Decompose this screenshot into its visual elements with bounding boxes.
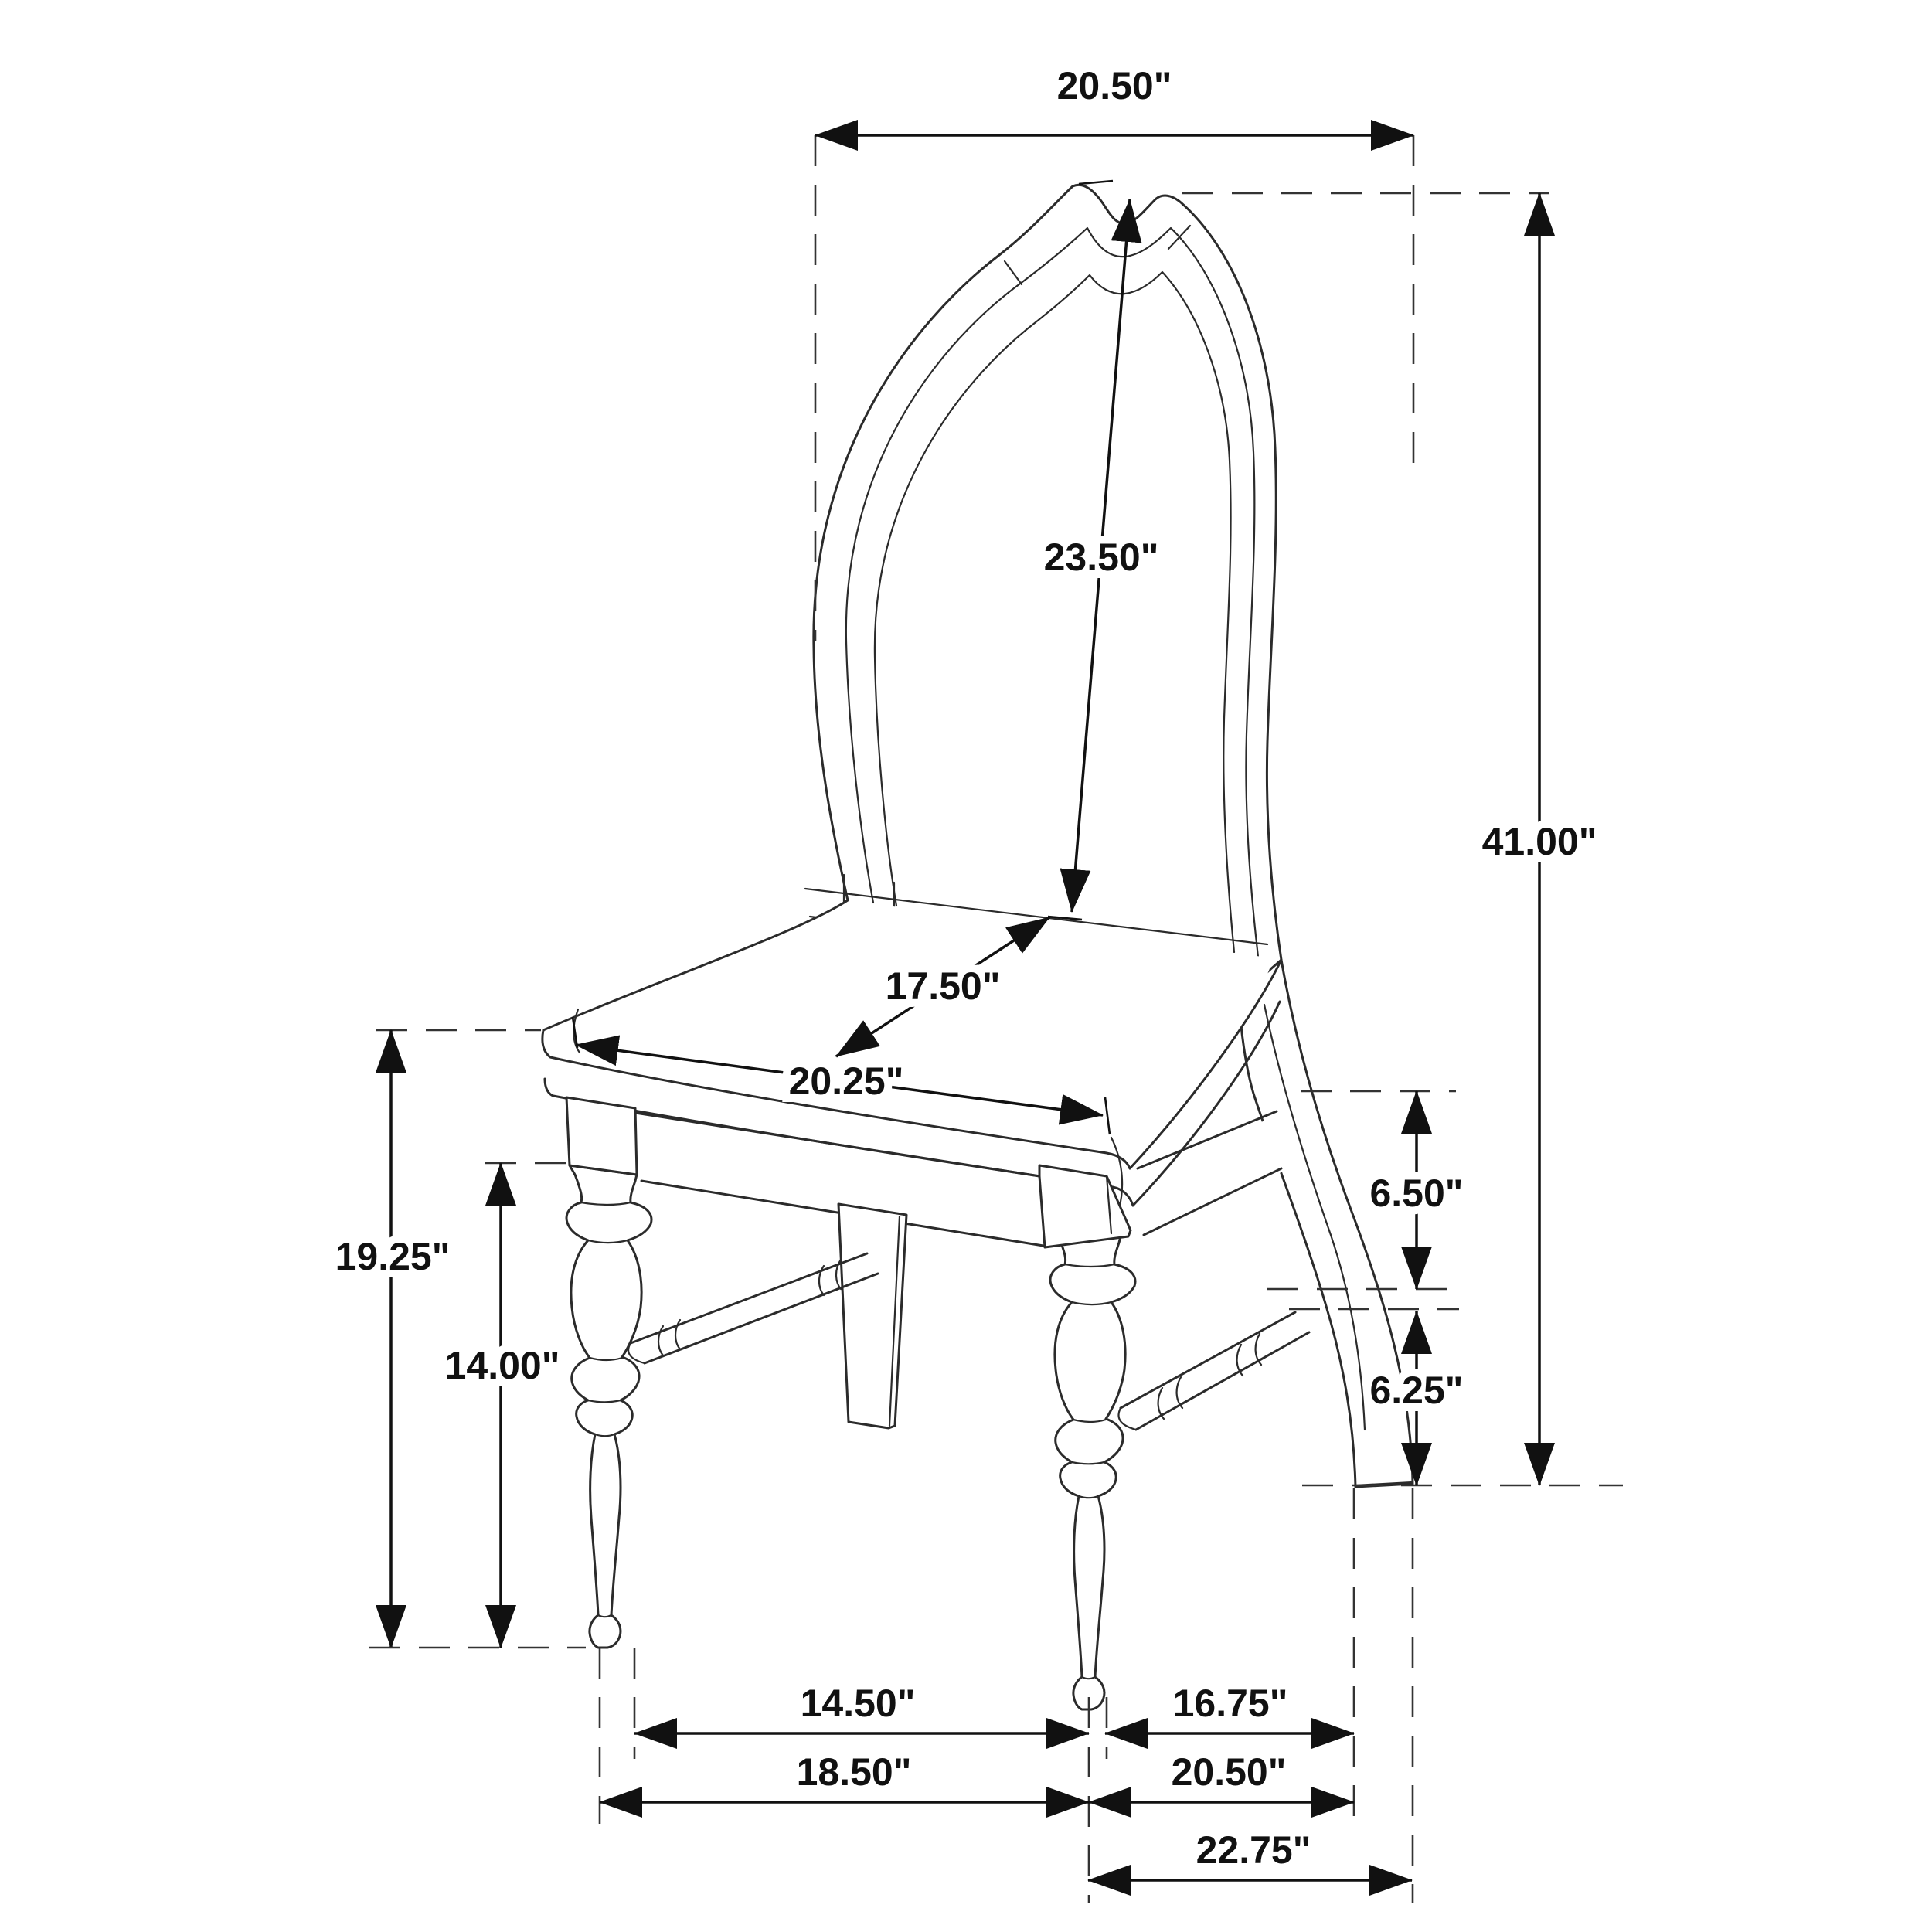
dimension-annotations: [335, 64, 1623, 1903]
dimension-label-seat-height: 19.25": [335, 1235, 451, 1278]
dimension-label-front-leg-spacing: 14.50": [800, 1682, 916, 1725]
dimension-back-height: [1044, 181, 1159, 920]
dimension-label-back-height: 23.50": [1043, 536, 1159, 579]
crest-tick-left: [1005, 261, 1022, 284]
right-stretcher: [1118, 1312, 1309, 1430]
dimension-overall-depth: [1088, 1828, 1412, 1880]
dimension-label-overall-height: 41.00": [1481, 820, 1597, 863]
dimension-label-front-width-outer: 18.50": [796, 1750, 912, 1794]
dimension-label-overall-depth: 22.75": [1196, 1828, 1311, 1872]
dimension-label-seat-depth: 17.50": [885, 964, 1001, 1008]
dimension-label-seat-width: 20.25": [788, 1060, 904, 1103]
front-right-leg: [1050, 1227, 1135, 1709]
dimension-label-side-depth: 20.50": [1171, 1750, 1287, 1794]
dimension-front-width-outer: [600, 1750, 1089, 1802]
front-left-leg-block: [566, 1097, 637, 1175]
back-left-leg: [838, 1204, 906, 1428]
dimension-side-depth: [1089, 1750, 1354, 1802]
tick: [1079, 181, 1113, 184]
dimension-leg-spacing-inner: [1105, 1682, 1354, 1733]
dimension-label-leg-spacing-inner: 16.75": [1172, 1682, 1288, 1725]
dimension-label-stretcher-to-floor: 6.25": [1369, 1369, 1464, 1412]
dimension-label-front-leg-height: 14.00": [444, 1344, 560, 1387]
dimension-label-seat-to-stretcher: 6.50": [1369, 1172, 1464, 1215]
chair-back-inner-border: [846, 228, 1258, 957]
chair-line-drawing: [543, 185, 1413, 1709]
dimension-seat-height: [335, 1030, 541, 1648]
chair-back-inner-panel: [875, 272, 1234, 952]
dimension-label-top-width: 20.50": [1056, 64, 1172, 107]
dimension-front-leg-spacing: [634, 1682, 1089, 1733]
front-left-leg: [566, 1165, 651, 1648]
